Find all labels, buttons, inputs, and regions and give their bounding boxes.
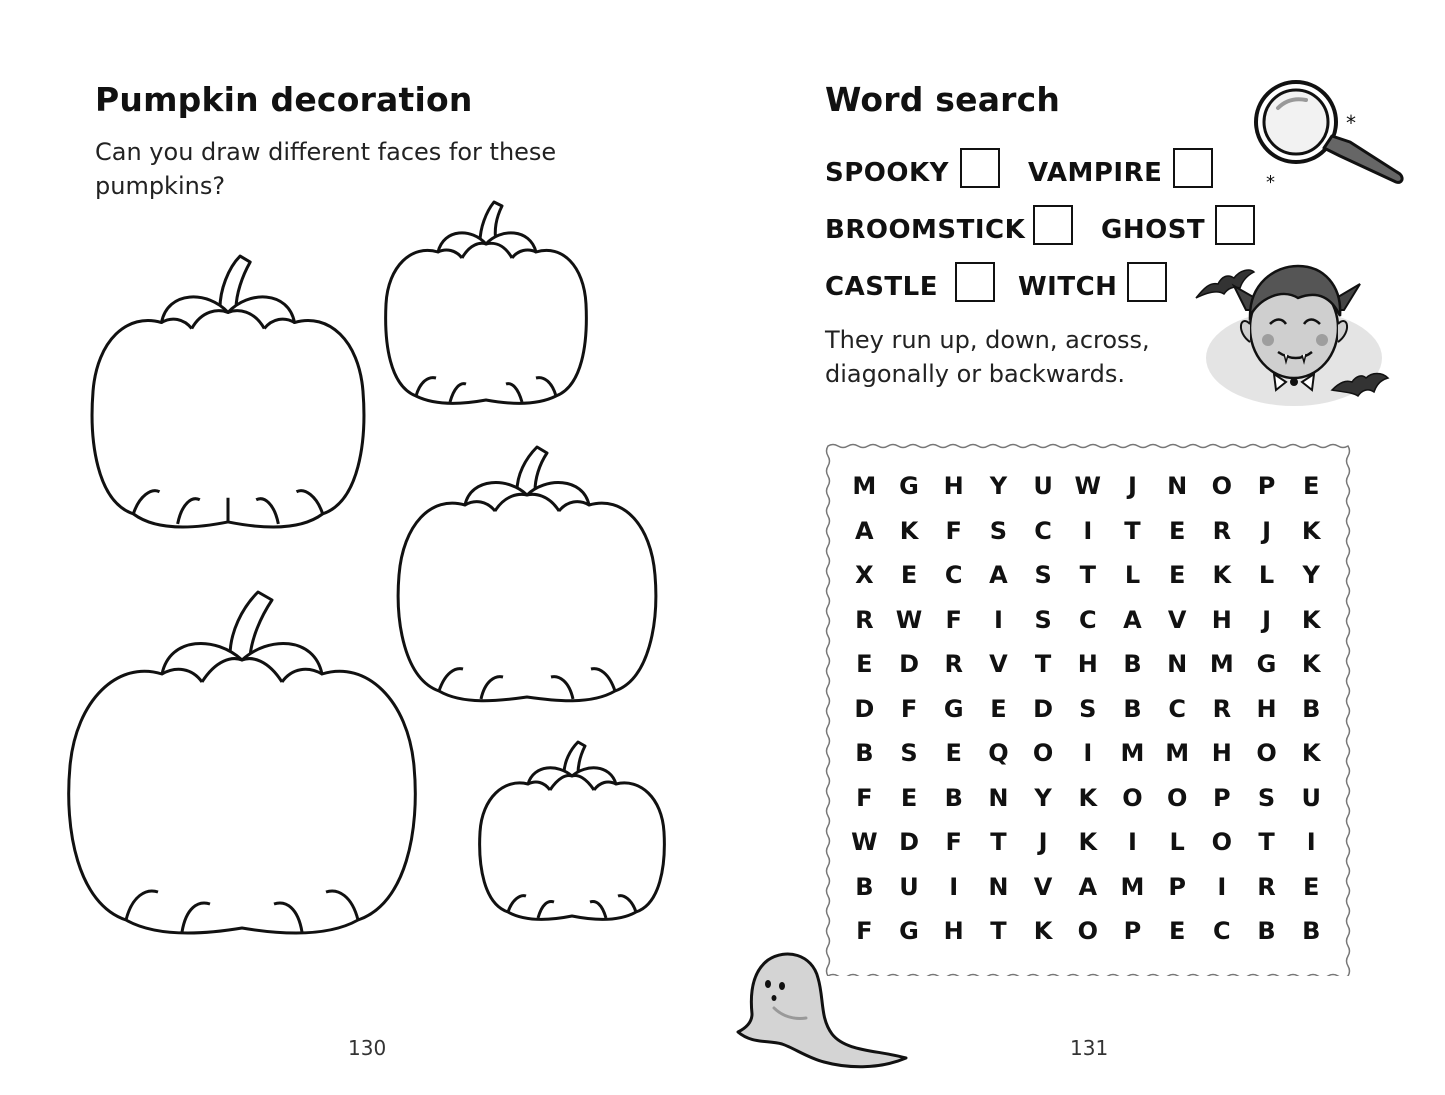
grid-letter[interactable]: V (989, 650, 1008, 679)
grid-letter[interactable]: T (1079, 561, 1096, 590)
grid-letter[interactable]: T (1124, 516, 1141, 545)
grid-letter[interactable]: T (990, 828, 1007, 857)
grid-letter[interactable]: M (1120, 739, 1145, 768)
grid-letter[interactable]: E (945, 739, 962, 768)
word-spooky: SPOOKY (825, 158, 949, 188)
grid-letter[interactable]: O (1122, 783, 1143, 812)
grid-letter[interactable]: H (943, 917, 964, 946)
pumpkin-icon (478, 740, 666, 922)
grid-letter[interactable]: E (900, 783, 918, 812)
checkbox-castle[interactable] (955, 262, 995, 302)
page-title: Word search (825, 80, 1061, 119)
grid-letter[interactable]: H (1211, 739, 1232, 768)
grid-letter[interactable]: W (851, 828, 878, 857)
grid-letter[interactable]: P (1123, 917, 1142, 946)
grid-row (842, 598, 1334, 643)
word-vampire: VAMPIRE (1028, 158, 1163, 188)
grid-letter[interactable]: U (899, 872, 919, 901)
grid-letter[interactable]: S (989, 516, 1008, 545)
grid-letter[interactable]: F (945, 828, 962, 857)
grid-letter[interactable]: B (1257, 917, 1276, 946)
grid-letter[interactable]: S (1034, 561, 1052, 590)
grid-row (842, 909, 1334, 954)
pumpkin-icon (382, 200, 592, 406)
grid-letter[interactable]: E (1168, 561, 1186, 590)
grid-letter[interactable]: O (1256, 739, 1277, 768)
grid-letter[interactable]: J (1038, 828, 1048, 857)
pumpkin-icon (395, 445, 660, 705)
grid-letter[interactable]: V (1033, 872, 1053, 901)
pumpkin-outline-1[interactable] (86, 250, 370, 532)
grid-letter[interactable]: N (1167, 650, 1188, 679)
grid-letter[interactable]: Q (988, 739, 1009, 768)
grid-letter[interactable]: M (1120, 872, 1145, 901)
checkbox-vampire[interactable] (1173, 148, 1213, 188)
grid-letter[interactable]: O (1211, 828, 1233, 857)
grid-letter[interactable]: O (1032, 739, 1054, 768)
grid-letter[interactable]: M (1165, 739, 1190, 768)
left-page (0, 0, 722, 1095)
grid-letter[interactable]: J (1262, 605, 1271, 634)
grid-letter[interactable]: U (1033, 472, 1053, 501)
word-witch: WITCH (1018, 272, 1118, 302)
pumpkin-outline-4[interactable] (66, 590, 426, 940)
grid-letter[interactable]: W (895, 605, 923, 634)
grid-letter[interactable]: K (1301, 516, 1321, 545)
grid-letter[interactable]: B (944, 783, 963, 812)
grid-row (842, 865, 1334, 910)
grid-letter[interactable]: I (1217, 872, 1227, 901)
letter-grid (842, 464, 1334, 954)
grid-letter[interactable]: R (1212, 516, 1232, 545)
grid-letter[interactable]: H (1211, 605, 1232, 634)
grid-letter[interactable]: D (899, 650, 919, 679)
grid-letter[interactable]: Y (1302, 561, 1320, 590)
grid-letter[interactable]: M (1209, 650, 1234, 679)
instructions-text: Can you draw different faces for these pumpkins? (95, 138, 557, 200)
grid-letter[interactable]: L (1124, 561, 1141, 590)
grid-letter[interactable]: C (1078, 605, 1097, 634)
grid-letter[interactable]: R (1257, 872, 1276, 901)
grid-letter[interactable]: D (854, 694, 875, 723)
grid-letter[interactable]: J (1128, 472, 1137, 501)
grid-letter[interactable]: E (1168, 516, 1186, 545)
grid-letter[interactable]: K (1212, 561, 1232, 590)
grid-letter[interactable]: N (988, 783, 1009, 812)
grid-letter[interactable]: H (1256, 694, 1277, 723)
grid-letter[interactable]: J (1262, 516, 1271, 545)
grid-letter[interactable]: A (1123, 605, 1142, 634)
grid-letter[interactable]: T (1034, 650, 1052, 679)
grid-letter[interactable]: B (855, 739, 874, 768)
grid-letter[interactable]: L (1258, 561, 1275, 590)
grid-letter[interactable]: G (899, 472, 919, 501)
word-broomstick: BROOMSTICK (825, 215, 1026, 245)
grid-letter[interactable]: O (1211, 472, 1233, 501)
grid-letter[interactable]: A (989, 561, 1008, 590)
pumpkin-icon (86, 250, 370, 532)
grid-letter[interactable]: K (1033, 917, 1053, 946)
grid-row (842, 687, 1334, 732)
grid-letter[interactable]: B (1302, 694, 1321, 723)
grid-letter[interactable]: G (943, 694, 964, 723)
word-search-grid (824, 442, 1352, 976)
page-number: 130 (348, 1036, 387, 1060)
grid-letter[interactable]: T (1258, 828, 1275, 857)
grid-letter[interactable]: H (1077, 650, 1098, 679)
grid-letter[interactable]: A (855, 516, 874, 545)
grid-letter[interactable]: D (1033, 694, 1054, 723)
grid-letter[interactable]: E (1303, 472, 1320, 501)
grid-letter[interactable]: K (1301, 739, 1321, 768)
checkbox-spooky[interactable] (960, 148, 1000, 188)
grid-letter[interactable]: P (1213, 783, 1231, 812)
grid-letter[interactable]: H (943, 472, 964, 501)
pumpkin-icon (66, 590, 426, 940)
grid-letter[interactable]: V (1167, 605, 1187, 634)
grid-letter[interactable]: K (1301, 605, 1321, 634)
grid-letter[interactable]: P (1257, 472, 1276, 501)
grid-letter[interactable]: Y (989, 472, 1008, 501)
pumpkin-outline-3[interactable] (395, 445, 660, 705)
grid-row (842, 509, 1334, 554)
grid-letter[interactable]: B (1123, 694, 1142, 723)
grid-letter[interactable]: C (1034, 516, 1052, 545)
grid-letter[interactable]: I (1083, 739, 1093, 768)
grid-letter[interactable]: I (1306, 828, 1316, 857)
grid-letter[interactable]: K (1078, 828, 1098, 857)
grid-letter[interactable]: E (900, 561, 918, 590)
grid-letter[interactable]: X (855, 561, 874, 590)
instructions-text: They run up, down, across, diagonally or backwards. (825, 326, 1150, 388)
grid-letter[interactable]: F (856, 917, 873, 946)
grid-letter[interactable]: B (855, 872, 874, 901)
grid-letter[interactable]: D (899, 828, 919, 857)
grid-letter[interactable]: S (1034, 605, 1052, 634)
grid-letter[interactable]: I (1083, 516, 1093, 545)
grid-letter[interactable]: K (899, 516, 919, 545)
grid-letter[interactable]: E (1303, 872, 1320, 901)
svg-text:*: * (1346, 111, 1356, 135)
right-page (722, 0, 1445, 1095)
grid-letter[interactable]: I (993, 605, 1003, 634)
grid-letter[interactable]: K (1301, 650, 1321, 679)
grid-letter[interactable]: W (1074, 472, 1102, 501)
grid-letter[interactable]: R (1212, 694, 1232, 723)
vampire-illustration (1194, 258, 1394, 413)
page-title: Pumpkin decoration (95, 80, 473, 119)
grid-row (842, 553, 1334, 598)
checkbox-ghost[interactable] (1215, 205, 1255, 245)
word-castle: CASTLE (825, 272, 938, 302)
grid-row (842, 820, 1334, 865)
svg-text:*: * (1266, 172, 1275, 190)
magnifying-glass-icon (1246, 78, 1406, 190)
grid-letter[interactable]: I (1128, 828, 1137, 857)
pumpkin-outline-5[interactable] (478, 740, 666, 922)
grid-letter[interactable]: O (1077, 917, 1098, 946)
grid-letter[interactable]: S (1257, 783, 1276, 812)
grid-letter[interactable]: Y (1034, 783, 1052, 812)
word-ghost: GHOST (1101, 215, 1206, 245)
grid-letter[interactable]: E (1168, 917, 1186, 946)
grid-letter[interactable]: R (855, 605, 874, 634)
grid-letter[interactable]: P (1168, 872, 1186, 901)
grid-letter[interactable]: S (900, 739, 918, 768)
grid-letter[interactable]: G (1256, 650, 1277, 679)
pumpkin-outline-2[interactable] (382, 200, 592, 406)
grid-letter[interactable]: B (1302, 917, 1321, 946)
grid-letter[interactable]: C (1213, 917, 1231, 946)
grid-letter[interactable]: R (944, 650, 963, 679)
grid-letter[interactable]: S (1079, 694, 1097, 723)
grid-letter[interactable]: U (1301, 783, 1321, 812)
grid-letter[interactable]: F (900, 694, 918, 723)
grid-letter[interactable]: A (1078, 872, 1098, 901)
grid-letter[interactable]: I (949, 872, 959, 901)
ghost-illustration (728, 948, 914, 1072)
grid-letter[interactable]: F (945, 516, 962, 545)
grid-row (842, 731, 1334, 776)
grid-row (842, 642, 1334, 687)
grid-letter[interactable]: C (944, 561, 963, 590)
page-number: 131 (1070, 1036, 1109, 1060)
grid-letter[interactable]: E (856, 650, 873, 679)
grid-letter[interactable]: F (856, 783, 873, 812)
grid-letter[interactable]: C (1168, 694, 1186, 723)
grid-letter[interactable]: M (852, 472, 877, 501)
grid-letter[interactable]: L (1169, 828, 1185, 857)
grid-letter[interactable]: E (990, 694, 1007, 723)
grid-letter[interactable]: B (1123, 650, 1142, 679)
grid-row (842, 464, 1334, 509)
grid-row (842, 776, 1334, 821)
grid-letter[interactable]: T (990, 917, 1007, 946)
grid-letter[interactable]: N (988, 872, 1009, 901)
checkbox-witch[interactable] (1127, 262, 1167, 302)
checkbox-broomstick[interactable] (1033, 205, 1073, 245)
grid-letter[interactable]: K (1078, 783, 1098, 812)
grid-letter[interactable]: F (945, 605, 962, 634)
grid-letter[interactable]: G (899, 917, 919, 946)
grid-letter[interactable]: O (1166, 783, 1188, 812)
grid-letter[interactable]: N (1167, 472, 1188, 501)
